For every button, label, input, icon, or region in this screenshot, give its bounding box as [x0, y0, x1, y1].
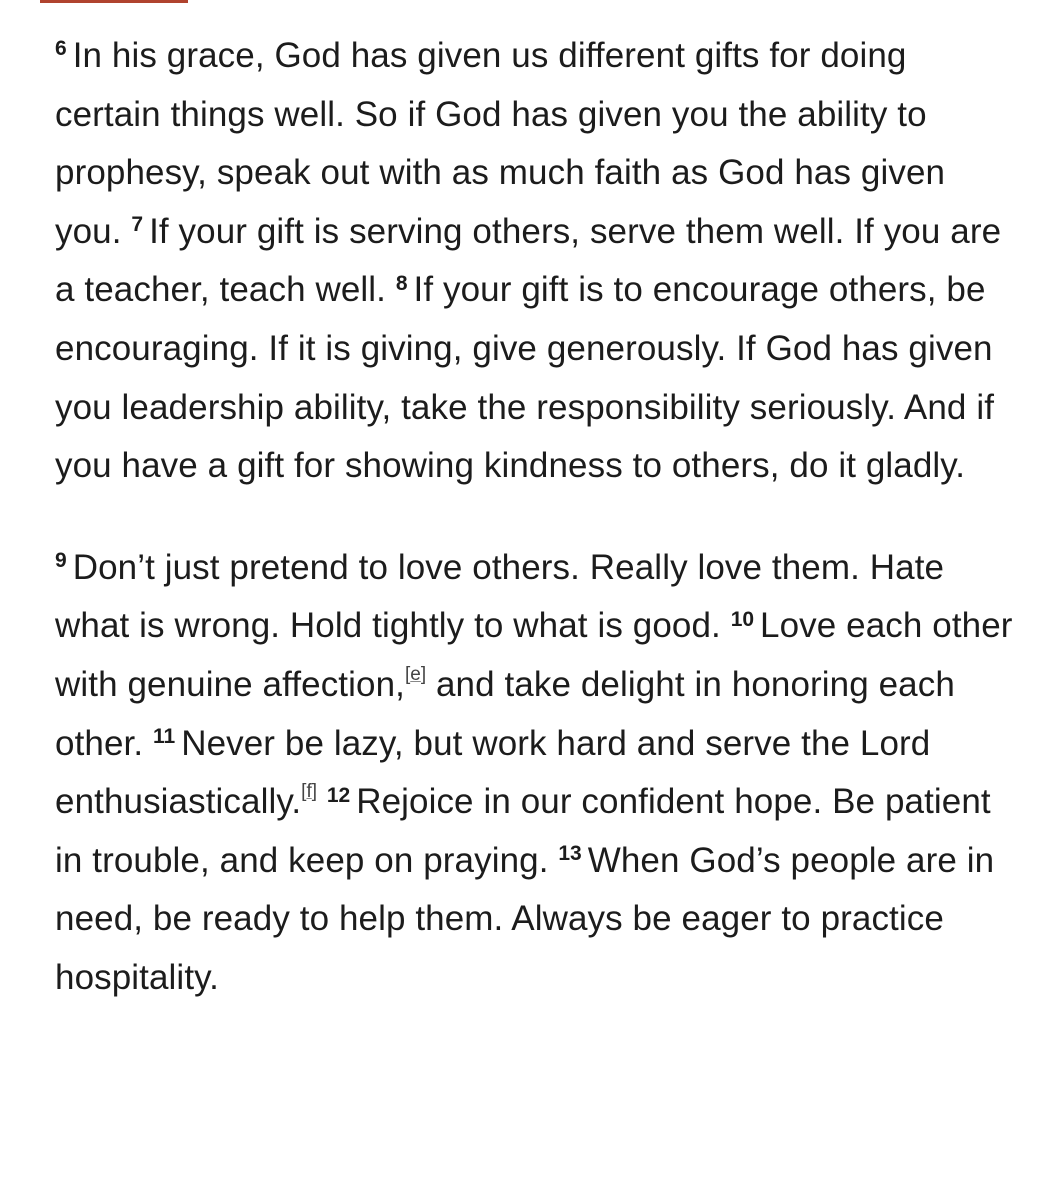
footnote-letter-e[interactable]: e [410, 663, 421, 685]
verse-number-9: 9 [55, 549, 67, 573]
footnote-letter-f[interactable]: f [306, 780, 312, 802]
verse-text-8: If your gift is to encourage others, be encouraging. If it is giving, give generously. If God has given you leadership ability, take the responsibility seriously. And if you have a gift for showing kindness to others, do it gladly. [55, 270, 995, 486]
top-accent-bar [40, 0, 188, 3]
verse-text-13: When God’s people are in need, be ready to help them. Always be eager to practice hospitality. [55, 840, 995, 997]
verse-number-7: 7 [131, 213, 144, 237]
verse-text-9: Don’t just pretend to love others. Really love them. Hate what is wrong. Hold tightly to what is good. [55, 547, 945, 646]
verse-text-10-continued: and take delight in honoring each other. [55, 664, 955, 763]
footnote-marker-e[interactable]: [e] [404, 663, 427, 685]
verse-text-6: In his grace, God has given us different gifts for doing certain things well. So if God has given you the ability to prophesy, speak out with as much faith as God has given you. [55, 36, 946, 251]
verse-number-11: 11 [153, 724, 176, 748]
paragraph-verses-9-13 [55, 539, 1015, 1008]
verse-number-8: 8 [395, 271, 408, 295]
verse-text-10: Love each other with genuine affection, [55, 606, 1013, 704]
verse-text-12: Rejoice in our confident hope. Be patient in trouble, and keep on praying. [55, 782, 991, 880]
footnote-marker-f[interactable]: [f] [301, 780, 318, 802]
verse-number-13: 13 [558, 842, 582, 866]
verse-number-6: 6 [55, 37, 67, 61]
verse-text-7: If your gift is serving others, serve them well. If you are a teacher, teach well. [55, 211, 1002, 310]
scripture-passage [55, 27, 1015, 1008]
verse-number-10: 10 [730, 607, 755, 631]
verse-number-12: 12 [326, 783, 351, 807]
paragraph-verses-6-8 [55, 27, 1015, 496]
verse-text-11: Never be lazy, but work hard and serve the Lord enthusiastically. [55, 723, 931, 822]
